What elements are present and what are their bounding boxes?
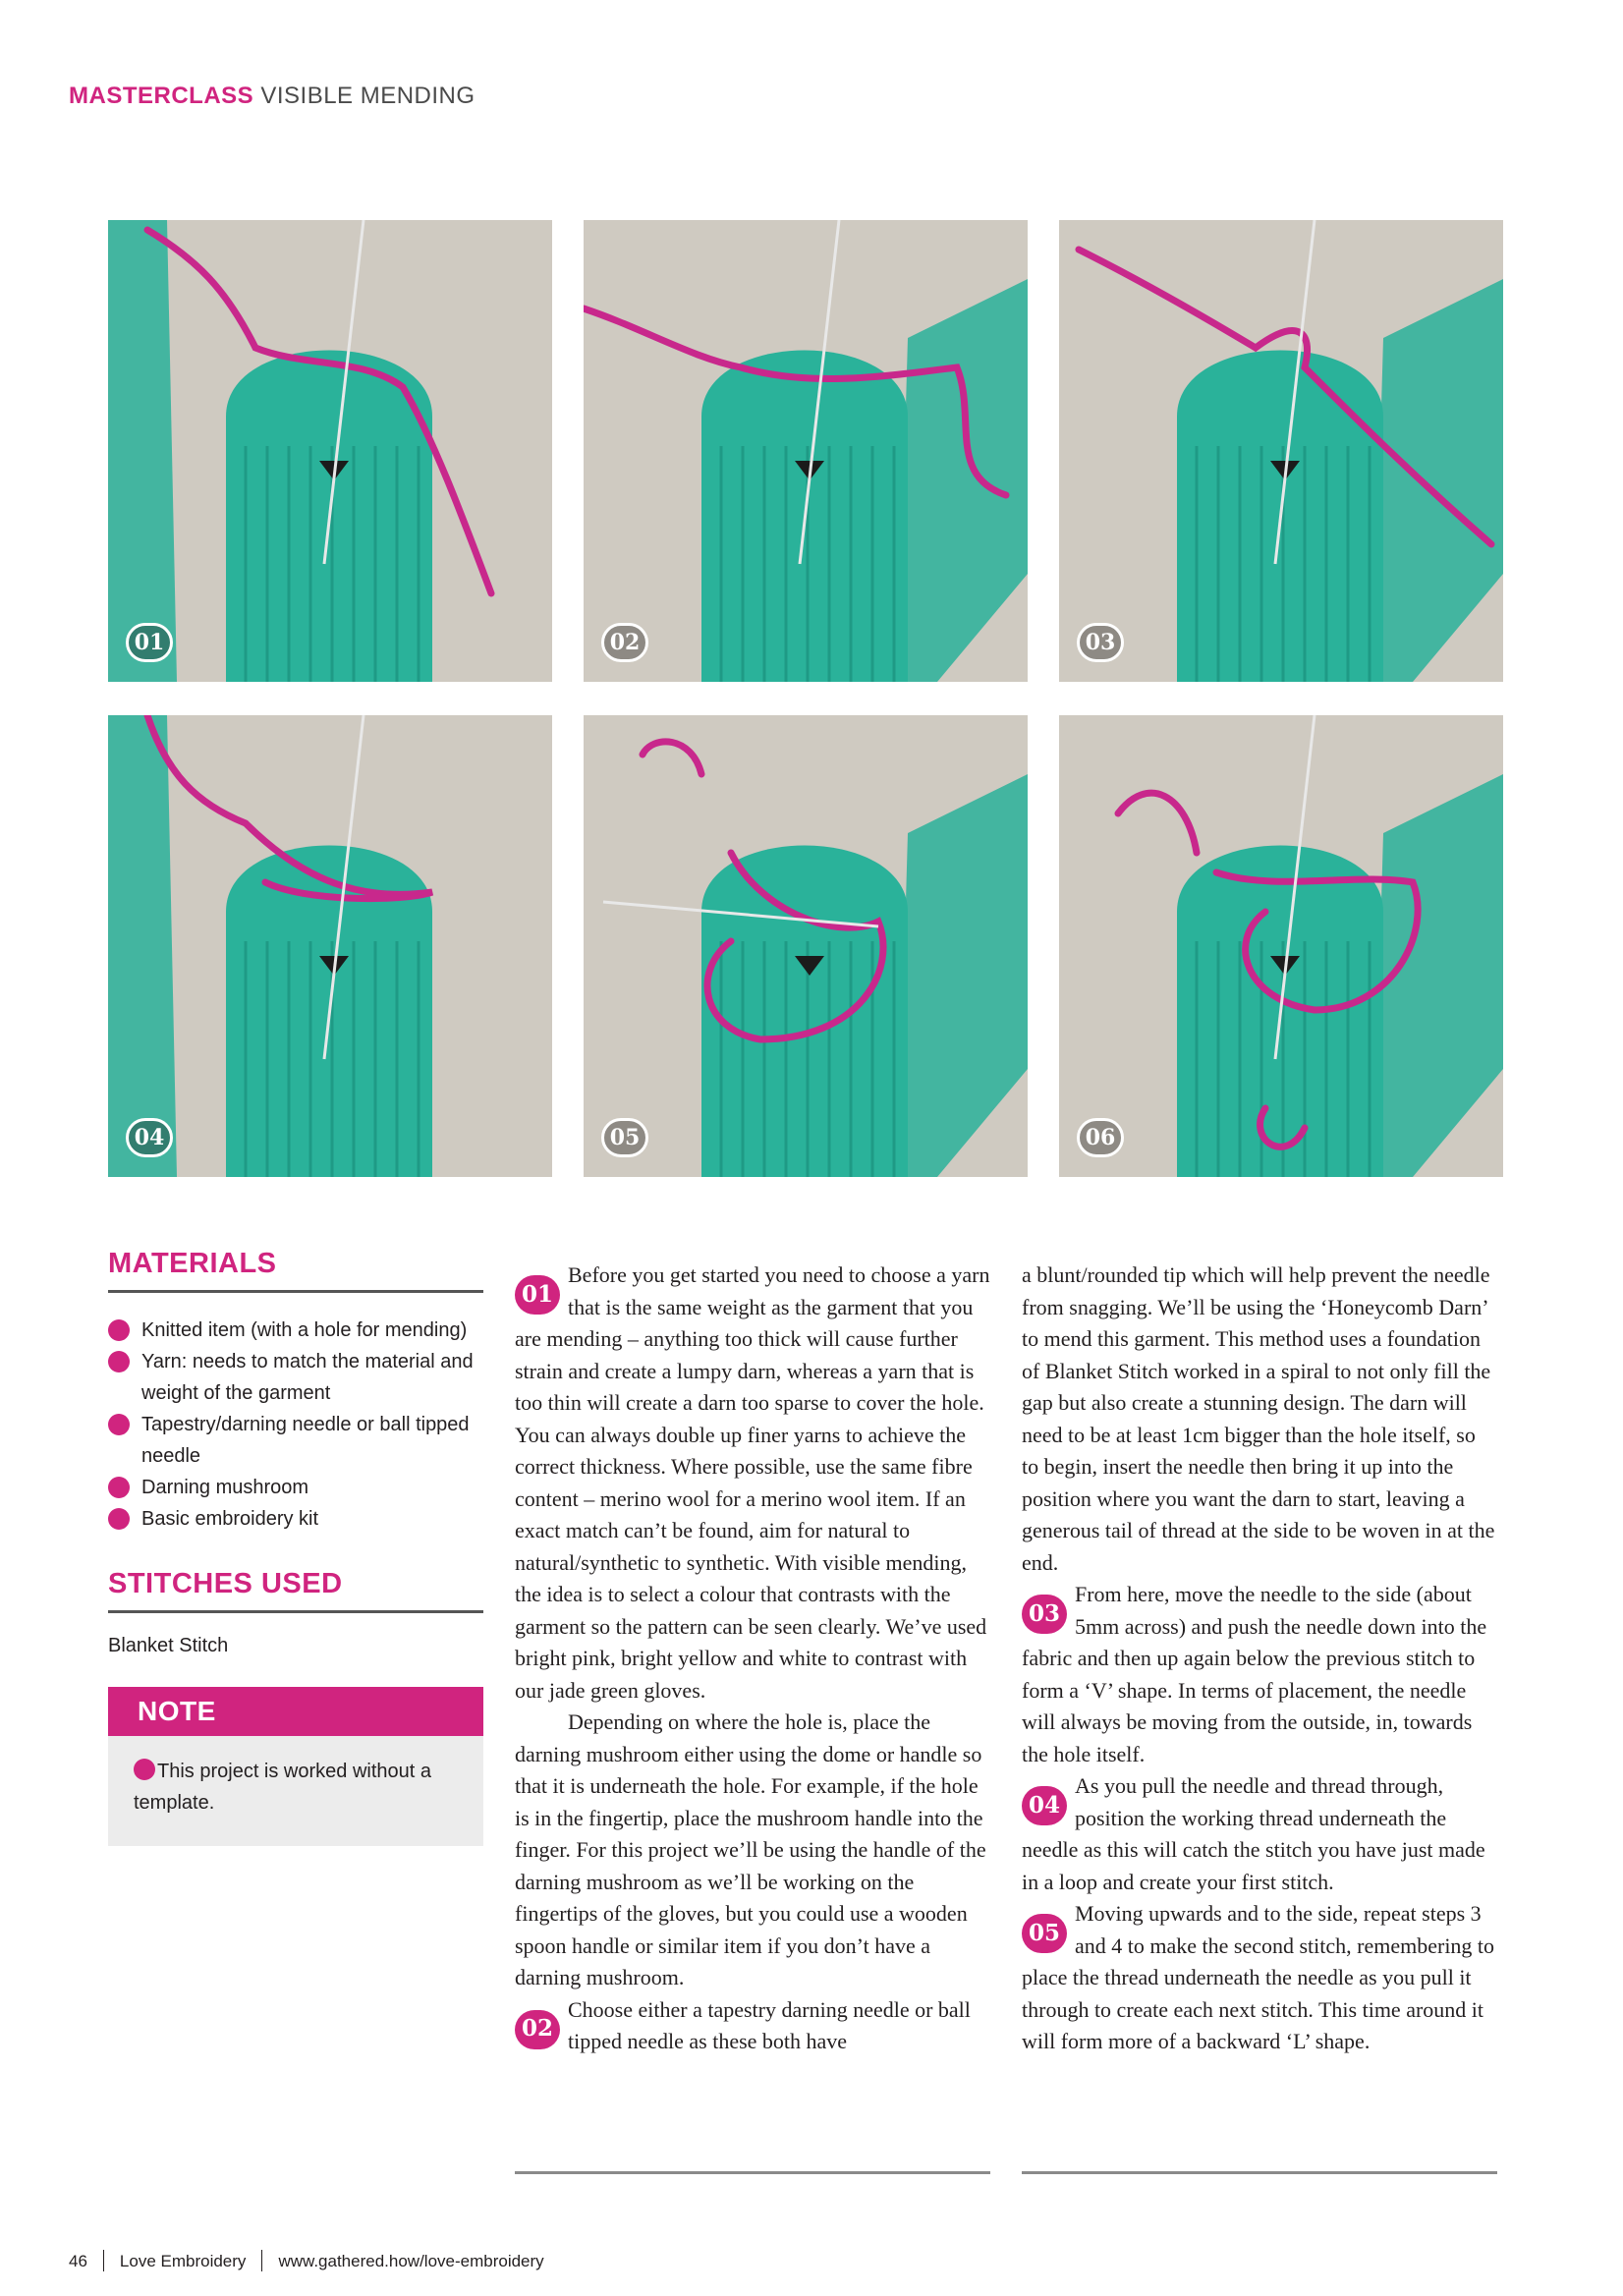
yarn-ball-bullet-icon xyxy=(108,1508,130,1530)
step-number-badge: 03 xyxy=(1022,1595,1067,1634)
step-photo-03 xyxy=(1059,220,1503,682)
list-item: Yarn: needs to match the material and weight of the garment xyxy=(108,1346,483,1409)
note-heading: NOTE xyxy=(108,1687,483,1736)
materials-heading: MATERIALS xyxy=(108,1248,483,1293)
list-item: Tapestry/darning needle or ball tipped needle xyxy=(108,1409,483,1472)
step-02-text-continued: a blunt/rounded tip which will help prevent the needle from snagging. We’ll be using the ‘Honeycomb Darn’ to mend this garment. This method uses a foundation of Blanket Stitch worked in a spiral to not only fill the gap but also create a stunning design. The darn will need to be at least 1cm bigger than the hole itself, so to begin, insert the needle then bring it up into the position where you want the darn to start, leaving a generous tail of thread at the side to be woven in at the end. xyxy=(1022,1262,1495,1575)
stitches-text: Blanket Stitch xyxy=(108,1635,229,1656)
step-03-text: From here, move the needle to the side (about 5mm across) and push the needle down into the fabric and then up again below the previous stitch to form a ‘V’ shape. In terms of placement, the needle will always be moving from the outside, in, towards the hole itself. xyxy=(1022,1582,1487,1766)
glove-finger-shape xyxy=(701,846,908,1178)
step-01-text: Before you get started you need to choose a yarn that is the same weight as the garment that you are mending – anything too thick will cause further strain and create a lumpy darn, whereas a yarn that is too thin will create a darn too sparse to cover the hole. You can always double up finer yarns to achieve the correct thickness. Where possible, use the same fibre content – merino wool for a merino wool item. If an exact match can’t be found, aim for natural to natural/synthetic to synthetic. With visible mending, the idea is to select a colour that contrasts with the garment so the pattern can be seen clearly. We’ve used bright pink, bright yellow and white to contrast with our jade green gloves. xyxy=(515,1262,990,1703)
header-brand: MASTERCLASS xyxy=(69,83,254,109)
glove-finger-shape xyxy=(108,715,177,1177)
website-link[interactable]: www.gathered.how/love-embroidery xyxy=(278,2252,544,2270)
step-photo-02 xyxy=(584,220,1028,682)
column-divider xyxy=(1022,2171,1497,2174)
text-column-1 xyxy=(515,1260,990,2058)
step-photo-badge: 02 xyxy=(601,623,648,662)
step-05-text: Moving upwards and to the side, repeat steps 3 and 4 to make the second stitch, remembering to place the thread underneath the needle as you pull it through to create each next stitch. This time around it will form more of a backward ‘L’ shape. xyxy=(1022,1901,1495,2053)
step-number-badge: 04 xyxy=(1022,1786,1067,1825)
step-number-badge: 02 xyxy=(515,2010,560,2049)
list-item: Basic embroidery kit xyxy=(108,1503,483,1535)
step-photo-badge: 04 xyxy=(126,1118,173,1157)
sidebar xyxy=(108,1248,483,1846)
text-column-2 xyxy=(1022,1260,1497,2058)
note-box xyxy=(108,1687,483,1846)
step-photo-05 xyxy=(584,715,1028,1177)
step-02-text: Choose either a tapestry darning needle or ball tipped needle as these both have xyxy=(568,1996,971,2053)
footer-divider xyxy=(261,2250,262,2271)
glove-photo-illustration xyxy=(584,715,1028,1177)
glove-photo-illustration xyxy=(1059,220,1503,682)
list-item: Darning mushroom xyxy=(108,1472,483,1503)
step-04-text: As you pull the needle and thread through, position the working thread underneath the needle as this will catch the stitch you have just made in a loop and create your first stitch. xyxy=(1022,1773,1485,1894)
footer-divider xyxy=(103,2250,104,2271)
step-number-badge: 01 xyxy=(515,1275,560,1315)
yarn-ball-bullet-icon xyxy=(108,1351,130,1372)
step-photo-badge: 05 xyxy=(601,1118,648,1157)
yarn-ball-bullet-icon xyxy=(108,1477,130,1498)
glove-photo-illustration xyxy=(584,220,1028,682)
materials-list xyxy=(108,1315,483,1535)
step-photo-badge: 01 xyxy=(126,623,173,662)
page-header xyxy=(69,83,476,110)
step-photo-04 xyxy=(108,715,552,1177)
step-number-badge: 05 xyxy=(1022,1914,1067,1953)
step-photo-01 xyxy=(108,220,552,682)
list-item: Knitted item (with a hole for mending) xyxy=(108,1315,483,1346)
glove-photo-illustration xyxy=(108,715,552,1177)
yarn-ball-bullet-icon xyxy=(134,1759,155,1780)
header-section: VISIBLE MENDING xyxy=(260,83,476,109)
page-footer xyxy=(69,2250,544,2271)
glove-finger-shape xyxy=(108,220,177,682)
stitches-heading: STITCHES USED xyxy=(108,1568,483,1613)
step-photo-06 xyxy=(1059,715,1503,1177)
note-text: This project is worked without a template. xyxy=(134,1761,432,1814)
step-photo-badge: 06 xyxy=(1077,1118,1124,1157)
yarn-ball-bullet-icon xyxy=(108,1414,130,1435)
note-body xyxy=(108,1736,483,1846)
glove-photo-illustration xyxy=(108,220,552,682)
step-01-text-continued: Depending on where the hole is, place the darning mushroom either using the dome or handle so that it is underneath the hole. For example, if the hole is in the fingertip, place the mushroom handle into the finger. For this project we’ll be using the handle of the darning mushroom as we’ll be working on the fingertips of the gloves, but you could use a wooden spoon handle or similar item if you don’t have a darning mushroom. xyxy=(515,1709,986,1989)
column-divider xyxy=(515,2171,990,2174)
glove-photo-illustration xyxy=(1059,715,1503,1177)
magazine-name: Love Embroidery xyxy=(119,2252,247,2270)
page-number: 46 xyxy=(69,2252,87,2270)
step-photo-badge: 03 xyxy=(1077,623,1124,662)
yarn-ball-bullet-icon xyxy=(108,1319,130,1341)
